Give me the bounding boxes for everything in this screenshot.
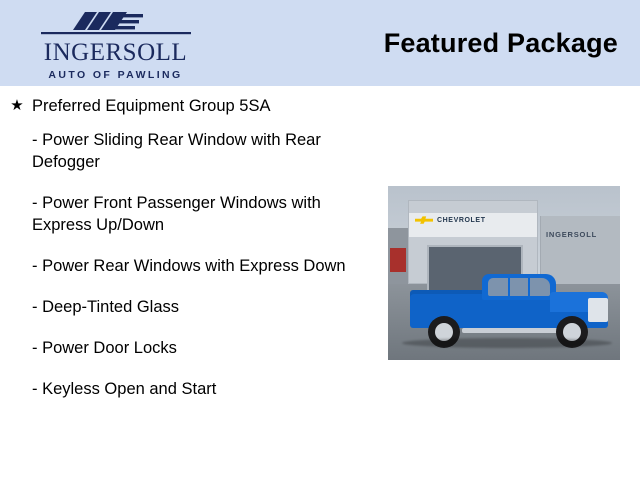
list-item: - Power Door Locks <box>32 339 177 357</box>
photo-right-sign-text: INGERSOLL <box>546 230 597 239</box>
truck-windows <box>488 278 550 296</box>
brand-name: INGERSOLL <box>43 38 188 66</box>
truck-shadow <box>402 338 612 348</box>
page-header <box>0 0 640 86</box>
star-bullet-icon: ★ <box>10 97 24 114</box>
feature-title-row <box>10 96 370 117</box>
list-item: - Deep-Tinted Glass <box>32 298 180 316</box>
list-item: - Power Sliding Rear Window with Rear Defogger <box>32 131 321 171</box>
truck-illustration <box>410 272 608 346</box>
dealer-brand <box>8 6 223 81</box>
page-title: Featured Package <box>383 27 618 58</box>
truck-grille <box>588 298 608 322</box>
page-content <box>0 86 640 480</box>
brand-subtitle: AUTO OF PAWLING <box>48 68 183 81</box>
ingersoll-logo-icon <box>41 8 191 38</box>
bowtie-shape <box>415 216 433 224</box>
vehicle-photo <box>388 186 620 360</box>
photo-red-door <box>390 248 406 272</box>
list-item: - Keyless Open and Start <box>32 380 217 398</box>
feature-list <box>10 96 370 419</box>
truck-running-board <box>462 328 558 333</box>
list-item: - Power Rear Windows with Express Down <box>32 257 346 275</box>
feature-group-title: Preferred Equipment Group 5SA <box>32 97 271 115</box>
list-item: - Power Front Passenger Windows with Express Up/Down <box>32 194 321 234</box>
chevrolet-bowtie-icon <box>415 216 486 224</box>
dealer-sign-text: CHEVROLET <box>437 216 486 224</box>
